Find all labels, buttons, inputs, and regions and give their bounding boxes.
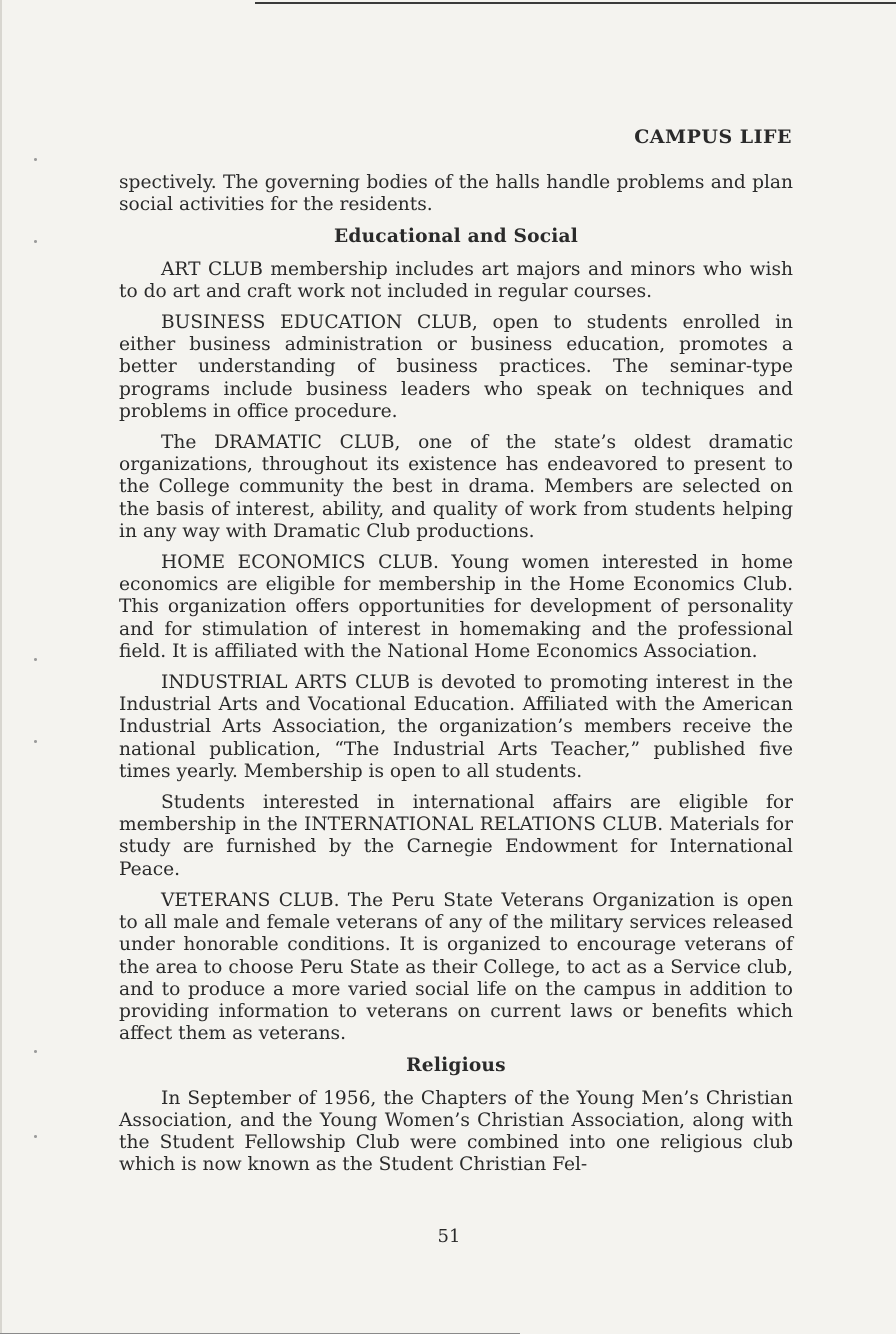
scan-speck [34,158,37,161]
paragraph-art-club: ART CLUB membership includes art majors and minors who wish to do art and craft work not included in regular courses. [119,258,793,302]
page-number: 51 [437,1226,461,1247]
paragraph-industrial-arts-club: INDUSTRIAL ARTS CLUB is devoted to promoting interest in the Industrial Arts and Vocational Education. Affiliated with the American Industrial Arts Association, the organization’s members receive the national publication, “The Industrial Arts Teacher,” published five times yearly. Membership is open to all students. [119,672,793,782]
paragraph-international-relations-club: Students interested in international affairs are eligible for membership in the INTERNATIONAL RELATIONS CLUB. Materials for study are furnished by the Carnegie Endowment for International Peace. [119,792,793,880]
intro-paragraph: spectively. The governing bodies of the halls handle problems and plan social activities for the residents. [119,172,793,216]
paragraph-home-economics-club: HOME ECONOMICS CLUB. Young women interested in home economics are eligible for membership in the Home Economics Club. This organization offers opportunities for development of personality and for stimulation of interest in homemaking and the professional field. It is affiliated with the National Home Economics Association. [119,552,793,662]
paragraph-dramatic-club: The DRAMATIC CLUB, one of the state’s oldest dramatic organizations, throughout its existence has endeavored to present to the College community the best in drama. Members are selected on the basis of interest, ability, and quality of work from students helping in any way with Dramatic Club productions. [119,432,793,542]
top-rule [255,2,896,4]
scan-speck [34,740,37,743]
paragraph-business-education-club: BUSINESS EDUCATION CLUB, open to students enrolled in either business administration or business education, promotes a better understanding of business practices. The seminar-type programs include business leaders who speak on techniques and problems in office procedure. [119,312,793,422]
paragraph-student-christian-fellowship: In September of 1956, the Chapters of the Young Men’s Christian Association, and the Young Women’s Christian Association, along with the Student Fellowship Club were combined into one religious club which is now known as the Student Christian Fel- [119,1087,793,1176]
scan-speck [34,240,37,243]
section-heading-educational: Educational and Social [334,226,578,248]
scan-speck [34,1135,37,1138]
section-heading-religious: Religious [406,1055,506,1077]
scan-speck [34,1050,37,1053]
page-body [119,172,793,1185]
page-left-edge [0,0,2,1334]
scan-speck [34,658,37,661]
paragraph-veterans-club: VETERANS CLUB. The Peru State Veterans Organization is open to all male and female veterans of any of the military services released under honorable conditions. It is organized to encourage veterans of the area to choose Peru State as their College, to act as a Service club, and to produce a more varied social life on the campus in addition to providing information to veterans on current laws or benefits which affect them as veterans. [119,889,793,1045]
running-head: CAMPUS LIFE [634,126,792,148]
